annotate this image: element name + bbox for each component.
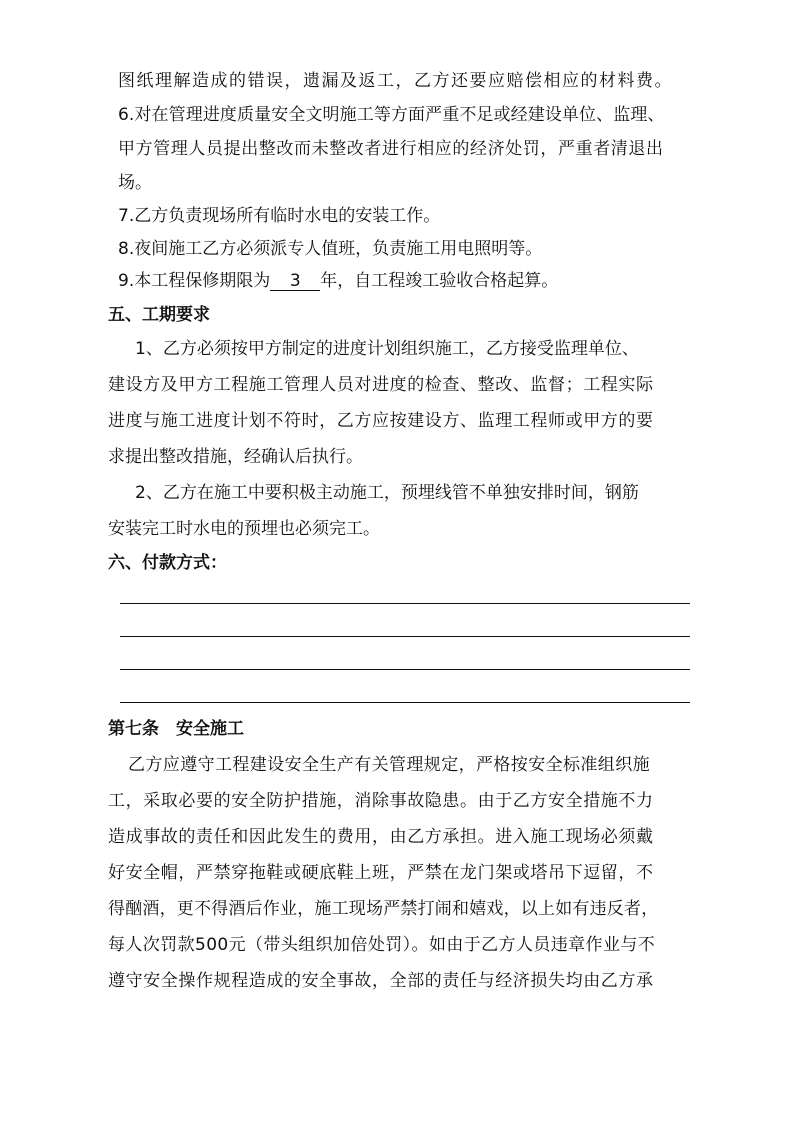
body-line: 2、乙方在施工中要积极主动施工，预埋线管不单独安排时间，钢筋 <box>135 483 639 503</box>
warranty-years-value: 3 <box>270 272 320 291</box>
body-line: 得酗酒，更不得酒后作业，施工现场严禁打闹和嬉戏，以上如有违反者， <box>108 899 659 919</box>
body-line: 8.夜间施工乙方必须派专人值班，负责施工用电照明等。 <box>118 239 543 259</box>
body-line: 建设方及甲方工程施工管理人员对进度的检查、整改、监督；工程实际 <box>108 375 654 395</box>
body-line: 6.对在管理进度质量安全文明施工等方面严重不足或经建设单位、监理、 <box>118 105 665 125</box>
warranty-period-line <box>118 270 558 292</box>
body-line: 求提出整改措施，经确认后执行。 <box>108 447 363 467</box>
blank-fill-line <box>120 669 690 670</box>
body-line: 造成事故的责任和因此发生的费用，由乙方承担。进入施工现场必须戴 <box>108 827 654 847</box>
blank-fill-line <box>120 702 690 703</box>
body-line: 工，采取必要的安全防护措施，消除事故隐患。由于乙方安全措施不力 <box>108 791 654 811</box>
body-line: 图纸理解造成的错误，遗漏及返工，乙方还要应赔偿相应的材料费。 <box>118 71 673 91</box>
body-line: 每人次罚款500元（带头组织加倍处罚）。如由于乙方人员违章作业与不 <box>108 935 656 955</box>
blank-fill-line <box>120 603 690 604</box>
body-line: 乙方应遵守工程建设安全生产有关管理规定，严格按安全标准组织施 <box>128 755 650 775</box>
body-line: 进度与施工进度计划不符时，乙方应按建设方、监理工程师或甲方的要 <box>108 411 654 431</box>
body-line: 好安全帽，严禁穿拖鞋或硬底鞋上班，严禁在龙门架或塔吊下逗留，不 <box>108 863 654 883</box>
body-line: 甲方管理人员提出整改而未整改者进行相应的经济处罚，严重者清退出 <box>118 139 664 159</box>
body-line: 场。 <box>118 173 152 193</box>
warranty-prefix: 9.本工程保修期限为 <box>118 271 271 291</box>
body-line: 遵守安全操作规程造成的安全事故，全部的责任与经济损失均由乙方承 <box>108 971 654 991</box>
body-line: 1、乙方必须按甲方制定的进度计划组织施工，乙方接受监理单位、 <box>135 339 639 359</box>
blank-fill-line <box>120 636 690 637</box>
body-line: 7.乙方负责现场所有临时水电的安装工作。 <box>118 206 441 226</box>
warranty-suffix: 年，自工程竣工验收合格起算。 <box>320 271 559 291</box>
section-heading-schedule: 五、工期要求 <box>108 305 210 325</box>
section-heading-payment: 六、付款方式： <box>108 553 227 573</box>
body-line: 安装完工时水电的预埋也必须完工。 <box>108 519 380 539</box>
article-heading-safety: 第七条 安全施工 <box>108 719 244 739</box>
